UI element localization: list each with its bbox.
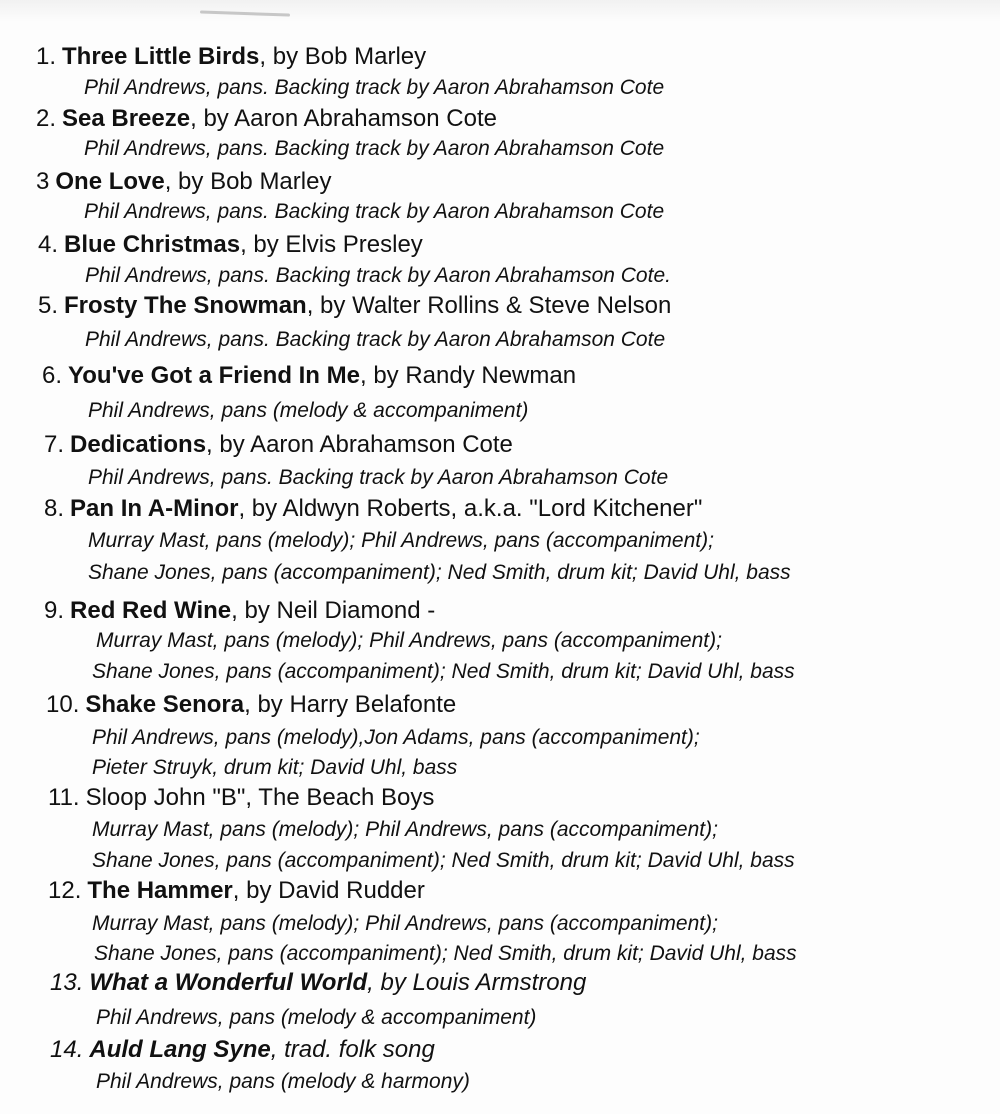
track-title: Sloop John "B" (85, 784, 246, 811)
track-title-line (50, 968, 586, 998)
track-credits: Murray Mast, pans (melody); Phil Andrews, pans (accompaniment); (92, 912, 718, 935)
track-artist: , trad. folk song (270, 1036, 435, 1063)
track-credits: Phil Andrews, pans. Backing track by Aaron Abrahamson Cote (85, 328, 666, 351)
track-credits: Shane Jones, pans (accompaniment); Ned Smith, drum kit; David Uhl, bass (92, 660, 795, 683)
track-credits: Phil Andrews, pans (melody),Jon Adams, pans (accompaniment); (92, 726, 700, 749)
track-credits: Phil Andrews, pans (melody & accompaniment) (88, 399, 529, 422)
track-number: 5. (38, 292, 59, 319)
track-credits: Shane Jones, pans (accompaniment); Ned Smith, drum kit; David Uhl, bass (92, 849, 795, 872)
track-artist: , by Randy Newman (359, 362, 577, 389)
track-title-line (46, 690, 456, 720)
track-artist: , by Aaron Abrahamson Cote (190, 105, 497, 132)
track-title: Auld Lang Syne (89, 1036, 271, 1063)
track-credits: Murray Mast, pans (melody); Phil Andrews, pans (accompaniment); (92, 818, 718, 841)
track-credits: Shane Jones, pans (accompaniment); Ned Smith, drum kit; David Uhl, bass (94, 942, 797, 965)
track-title-line (36, 104, 497, 134)
track-number: 11. (48, 784, 80, 811)
track-credits: Pieter Struyk, drum kit; David Uhl, bass (92, 756, 458, 779)
track-title: One Love (55, 168, 165, 195)
track-title-line (50, 1035, 435, 1065)
track-title: The Hammer (87, 877, 233, 904)
track-number: 4. (38, 231, 59, 258)
track-number: 7. (44, 431, 65, 458)
track-title: Frosty The Snowman (64, 292, 307, 319)
track-credits: Phil Andrews, pans (melody & harmony) (96, 1070, 470, 1093)
track-title-line (48, 783, 434, 813)
track-title-line (38, 230, 423, 260)
track-credits: Murray Mast, pans (melody); Phil Andrews, pans (accompaniment); (88, 529, 714, 552)
track-title-line (36, 42, 426, 72)
track-artist: , by Elvis Presley (240, 231, 423, 258)
track-artist: , by Bob Marley (164, 168, 332, 195)
track-credits: Phil Andrews, pans. Backing track by Aaron Abrahamson Cote. (85, 264, 671, 287)
track-title: Sea Breeze (62, 105, 191, 132)
track-number: 6. (42, 362, 63, 389)
track-title-line (44, 494, 702, 524)
track-number: 13. (50, 969, 84, 996)
track-title: Three Little Birds (62, 43, 260, 70)
track-artist: , by Walter Rollins & Steve Nelson (306, 292, 672, 319)
track-title: What a Wonderful World (89, 969, 368, 996)
track-number: 1. (36, 43, 57, 70)
track-credits: Phil Andrews, pans. Backing track by Aaron Abrahamson Cote (84, 137, 665, 160)
track-title-line (48, 876, 425, 906)
track-title: Shake Senora (85, 691, 245, 718)
track-title-line (44, 596, 435, 626)
track-number: 14. (50, 1036, 84, 1063)
track-artist: , by David Rudder (232, 877, 425, 904)
track-credits: Phil Andrews, pans. Backing track by Aaron Abrahamson Cote (84, 200, 665, 223)
track-credits: Shane Jones, pans (accompaniment); Ned Smith, drum kit; David Uhl, bass (88, 561, 791, 584)
track-title: You've Got a Friend In Me (68, 362, 360, 389)
track-artist: , by Neil Diamond - (231, 597, 436, 624)
track-artist: , by Louis Armstrong (367, 969, 587, 996)
track-title-line (44, 430, 513, 460)
track-number: 12. (48, 877, 82, 904)
track-artist: , by Bob Marley (259, 43, 427, 70)
track-title: Dedications (70, 431, 207, 458)
track-number: 9. (44, 597, 65, 624)
track-title-line (36, 167, 331, 197)
track-number: 8. (44, 495, 65, 522)
track-credits: Murray Mast, pans (melody); Phil Andrews, pans (accompaniment); (96, 629, 722, 652)
track-title: Blue Christmas (64, 231, 241, 258)
track-credits: Phil Andrews, pans (melody & accompaniment) (96, 1006, 537, 1029)
track-number: 3 (36, 168, 50, 195)
track-artist: , by Aldwyn Roberts, a.k.a. "Lord Kitchener" (238, 495, 703, 522)
track-artist: , by Aaron Abrahamson Cote (206, 431, 513, 458)
track-title-line (38, 291, 671, 321)
track-credits: Phil Andrews, pans. Backing track by Aaron Abrahamson Cote (84, 76, 665, 99)
track-title-line (42, 361, 576, 391)
track-title: Red Red Wine (70, 597, 232, 624)
track-number: 2. (36, 105, 57, 132)
track-credits: Phil Andrews, pans. Backing track by Aaron Abrahamson Cote (88, 466, 669, 489)
track-artist: , by Harry Belafonte (244, 691, 457, 718)
track-number: 10. (46, 691, 80, 718)
track-artist: , The Beach Boys (245, 784, 435, 811)
track-title: Pan In A-Minor (70, 495, 239, 522)
